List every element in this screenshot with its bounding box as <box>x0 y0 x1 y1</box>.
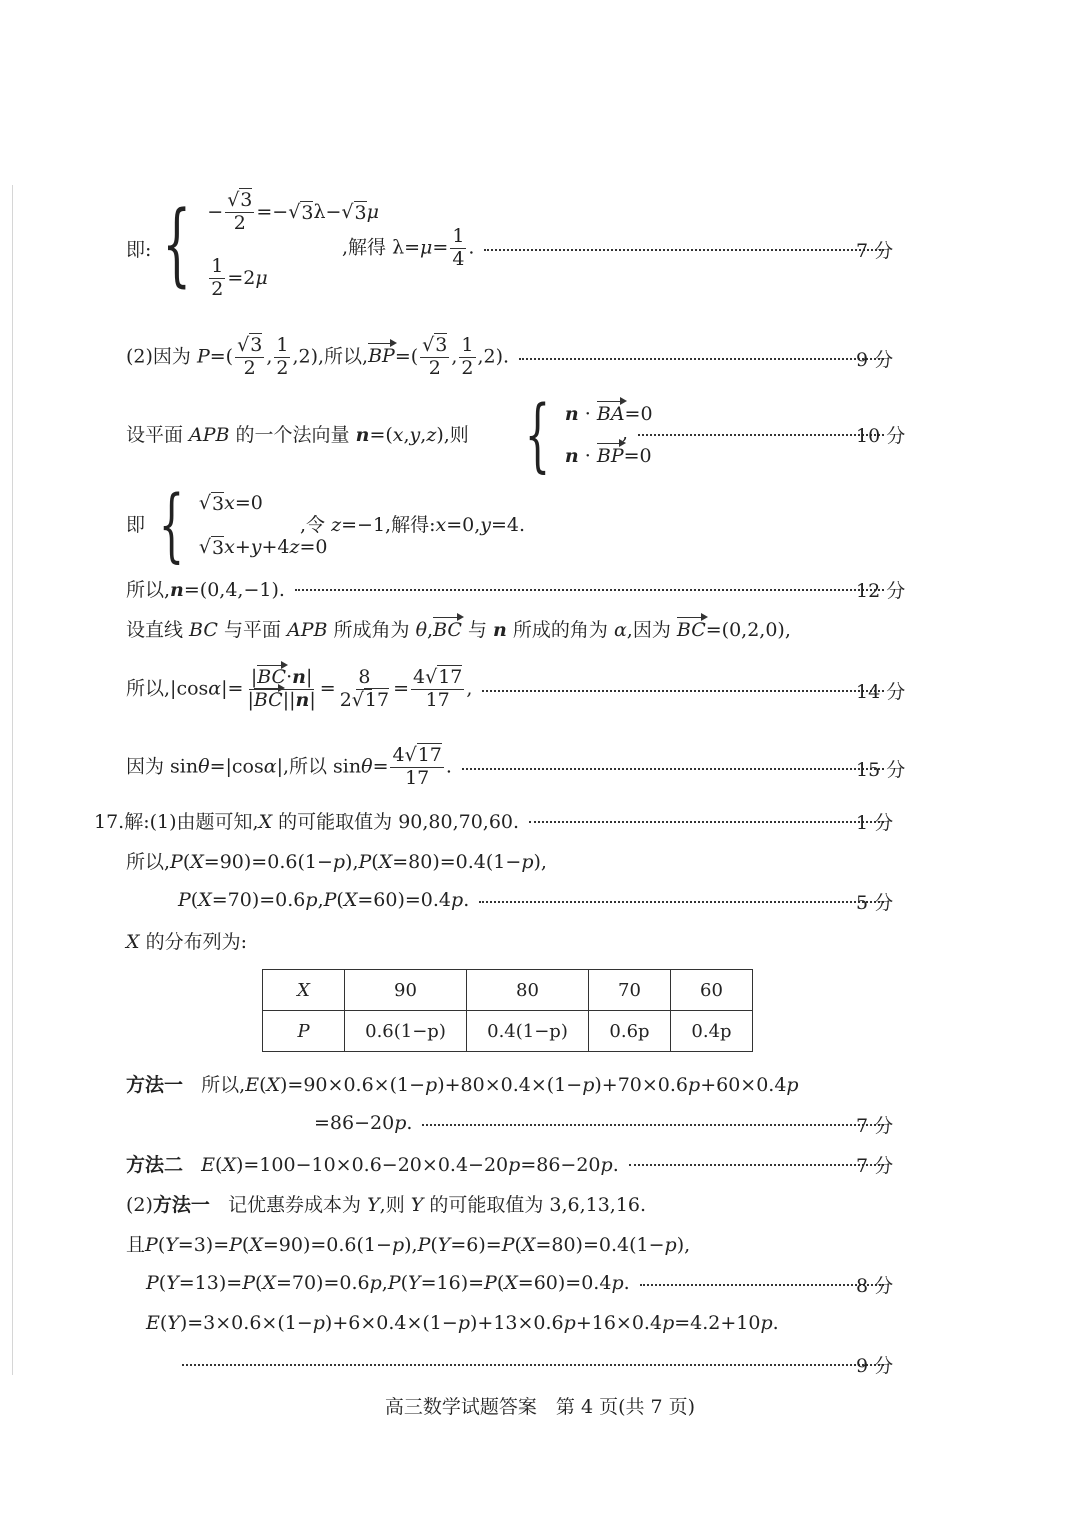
step15-line: 因为 sinθ=|cosα|,所以 sinθ= $\frac{4√17}{17}$ . <box>126 752 894 782</box>
method2-label: 方法二 <box>126 1153 184 1176</box>
table-row <box>263 970 753 1011</box>
step12-line: 所以,n=(0,4,−1). <box>126 573 894 603</box>
table-cell: 0.4(1−p) <box>467 1011 589 1052</box>
part2-label: 方法一 <box>152 1193 210 1216</box>
table-row <box>263 1011 753 1052</box>
step10-score: 10 分 <box>856 425 906 447</box>
step8-line: P(Y=13)=P(X=70)=0.6p,P(Y=16)=P(X=60)=0.4p. <box>146 1268 894 1298</box>
distribution-table <box>262 969 753 1052</box>
brace-icon: { <box>158 478 185 571</box>
table-cell: 70 <box>589 970 671 1011</box>
q17-step9-score: 9 分 <box>856 1355 894 1377</box>
solve-eq2: √ 3 x + y +4 z =0 <box>198 536 328 559</box>
step7-prefix: 即: <box>126 238 152 261</box>
table-cell: 90 <box>345 970 467 1011</box>
step10-text: 设平面 APB 的一个法向量 n=(x,y,z),则 <box>126 423 469 446</box>
step9b-line <box>182 1348 894 1378</box>
step7-score: 7 分 <box>856 240 894 262</box>
angle-line: 设直线 BC 与平面 APB 所成角为 θ,BC 与 n 所成的角为 α,因为 BC=(0,2,0), <box>126 618 791 641</box>
margin-line <box>12 185 13 1375</box>
q17-step1-line: 17.解:(1)由题可知,X 的可能取值为 90,80,70,60. <box>94 805 894 835</box>
step10-eq2: n · BP =0 <box>564 445 652 467</box>
step9-line: (2)因为 P=( $\frac{√3}{2}$ , $\frac{1}{2}$ ,2),所以,BP=( $\frac{√3}{2}$ , $\frac{1}{2}$ ,2). <box>126 342 894 372</box>
step9-score: 9 分 <box>856 349 894 371</box>
dist-label: X 的分布列为: <box>126 930 247 953</box>
page-footer: 高三数学试题答案 第 4 页(共 7 页) <box>384 1396 696 1418</box>
method2-line: 方法二 E(X)=100−10×0.6−20×0.4−20p=86−20p. <box>126 1148 894 1178</box>
table-cell: 0.6p <box>589 1011 671 1052</box>
step14-score: 14 分 <box>856 681 906 703</box>
table-cell: 80 <box>467 970 589 1011</box>
solve-eq1: √ 3 x =0 <box>198 492 263 515</box>
table-cell: 0.4p <box>671 1011 753 1052</box>
table-cell: P <box>263 1011 345 1052</box>
brace-icon: { <box>524 388 551 481</box>
part2-p1-line: 且P(Y=3)=P(X=90)=0.6(1−p),P(Y=6)=P(X=80)=0.4(1−p), <box>126 1233 691 1256</box>
table-cell: 0.6(1−p) <box>345 1011 467 1052</box>
q17-step1-score: 1 分 <box>856 812 894 834</box>
solve-prefix: 即 <box>126 513 146 536</box>
q17-p1-line: 所以,P(X=90)=0.6(1−p),P(X=80)=0.4(1−p), <box>126 850 547 873</box>
q17-step5-score: 5 分 <box>856 892 894 914</box>
ey-line: E(Y)=3×0.6×(1−p)+6×0.4×(1−p)+13×0.6p+16×0.4p=4.2+10p. <box>146 1312 779 1334</box>
step15-score: 15 分 <box>856 759 906 781</box>
step14-line: 所以,|cosα|= $\frac{|BC\cdot n|}{|BC||n|}$ = $\frac{8}{2√17}$ = $\frac{4√17}{17}$ , <box>126 674 894 704</box>
method1-score: 7 分 <box>856 1115 894 1137</box>
step7-eq2: $\frac{1}{2}$ =2 μ <box>211 254 268 300</box>
step12-score: 12 分 <box>856 580 906 602</box>
step7-eq1: − $\frac{√3}{2}$ =−√ 3 λ−√ 3 μ <box>207 188 379 234</box>
table-cell: 60 <box>671 970 753 1011</box>
table-cell: X <box>263 970 345 1011</box>
brace-icon: { <box>162 192 191 297</box>
method1-cont-line: =86−20p. <box>314 1108 894 1138</box>
part2-line: (2)方法一 记优惠券成本为 Y,则 Y 的可能取值为 3,6,13,16. <box>126 1193 647 1216</box>
method2-score: 7 分 <box>856 1155 894 1177</box>
step8-score: 8 分 <box>856 1275 894 1297</box>
step7-line: ,解得 λ=μ= $\frac{1}{4}$ . <box>342 233 894 263</box>
step10-eq1: n · BA =0 <box>564 403 653 425</box>
solve-text: ,令 z=−1,解得:x=0,y=4. <box>300 513 526 536</box>
method1-line: 方法一 所以,E(X)=90×0.6×(1−p)+80×0.4×(1−p)+70×0.6p+60×0.4p <box>126 1073 799 1096</box>
step10-line: , <box>622 418 894 448</box>
q17-step5-line: P(X=70)=0.6p,P(X=60)=0.4p. <box>178 885 894 915</box>
method1-label: 方法一 <box>126 1073 184 1096</box>
